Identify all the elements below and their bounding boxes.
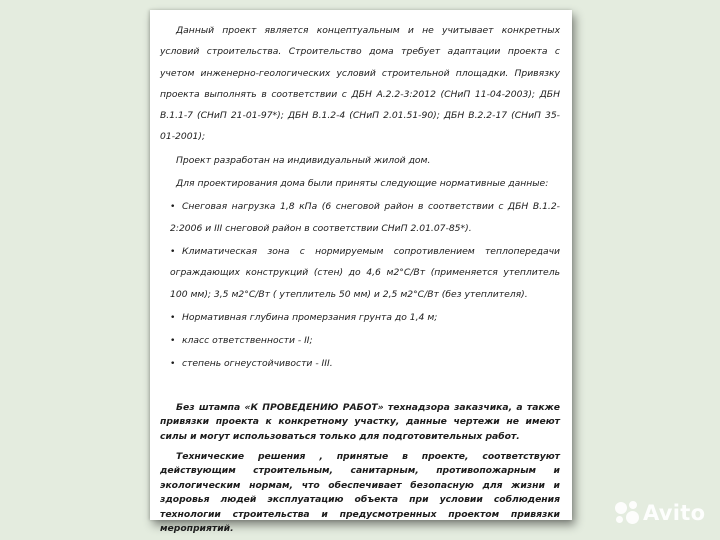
intro-paragraph: Данный проект является концептуальным и не учитывает конкретных условий строительства. Строительство дома требует адаптации проекта с учетом инженерно-геологических условий строительной площадки. Привязку проекта выполнять в соответствии с ДБН А.2.2-3:2012 (СНиП 11-04-2003); ДБН В.1.1-7 (СНиП 21-01-97*); ДБН В.1.2-4 (СНиП 2.01.51-90); ДБН В.2.2-17 (СНиП 35-01-2001); (160, 25, 560, 143)
list-item-fire-resistance: • степень огнеустойчивости - III. (160, 353, 560, 374)
bullet-icon: • (170, 245, 176, 257)
list-item-climate-zone: • Климатическая зона с нормируемым сопротивлением теплопередачи ограждающих конструкций (стен) до 4,6 м2°С/Вт (применяется утеплитель 100 мм); 3,5 м2°С/Вт ( утеплитель 50 мм) и 2,5 м2°С/Вт (без утеплителя). (160, 241, 560, 305)
technical-compliance-note: Технические решения , принятые в проекте, соответствуют действующим строительным, санитарным, противопожарным и экологическим нормам, что обеспечивает безопасную для жизни и здоровья людей эксплуатацию объекта при условии соблюдения технологии строительства и предусмотренных проектом привязки мероприятий. (160, 450, 560, 534)
list-item-responsibility-class: • класс ответственности - II; (160, 330, 560, 351)
avito-watermark (614, 498, 714, 528)
bullet-icon: • (170, 358, 176, 370)
project-purpose-line: Проект разработан на индивидуальный жилой дом. (176, 154, 431, 166)
section-spacer (160, 375, 560, 397)
bullet-icon: • (170, 201, 176, 213)
list-item-snow-load: • Снеговая нагрузка 1,8 кПа (6 снеговой район в соответствии с ДБН В.1.2-2:2006 и III снеговой район в соответствии СНиП 2.01.07-85*). (160, 196, 560, 239)
norms-intro-line: Для проектирования дома были приняты следующие нормативные данные: (176, 178, 549, 190)
list-item-frost-depth: • Нормативная глубина промерзания грунта до 1,4 м; (160, 307, 560, 328)
avito-watermark-text: Avito (643, 501, 706, 525)
stamp-requirement-note: Без штампа «К ПРОВЕДЕНИЮ РАБОТ» технадзора заказчика, а также привязки проекта к конкретному участку, данные чертежи не имеют силы и могут использоваться только для подготовительных работ. (160, 401, 560, 442)
document-page (150, 10, 572, 534)
avito-logo-icon (614, 500, 640, 526)
bullet-icon: • (170, 311, 176, 323)
bullet-icon: • (170, 335, 176, 347)
